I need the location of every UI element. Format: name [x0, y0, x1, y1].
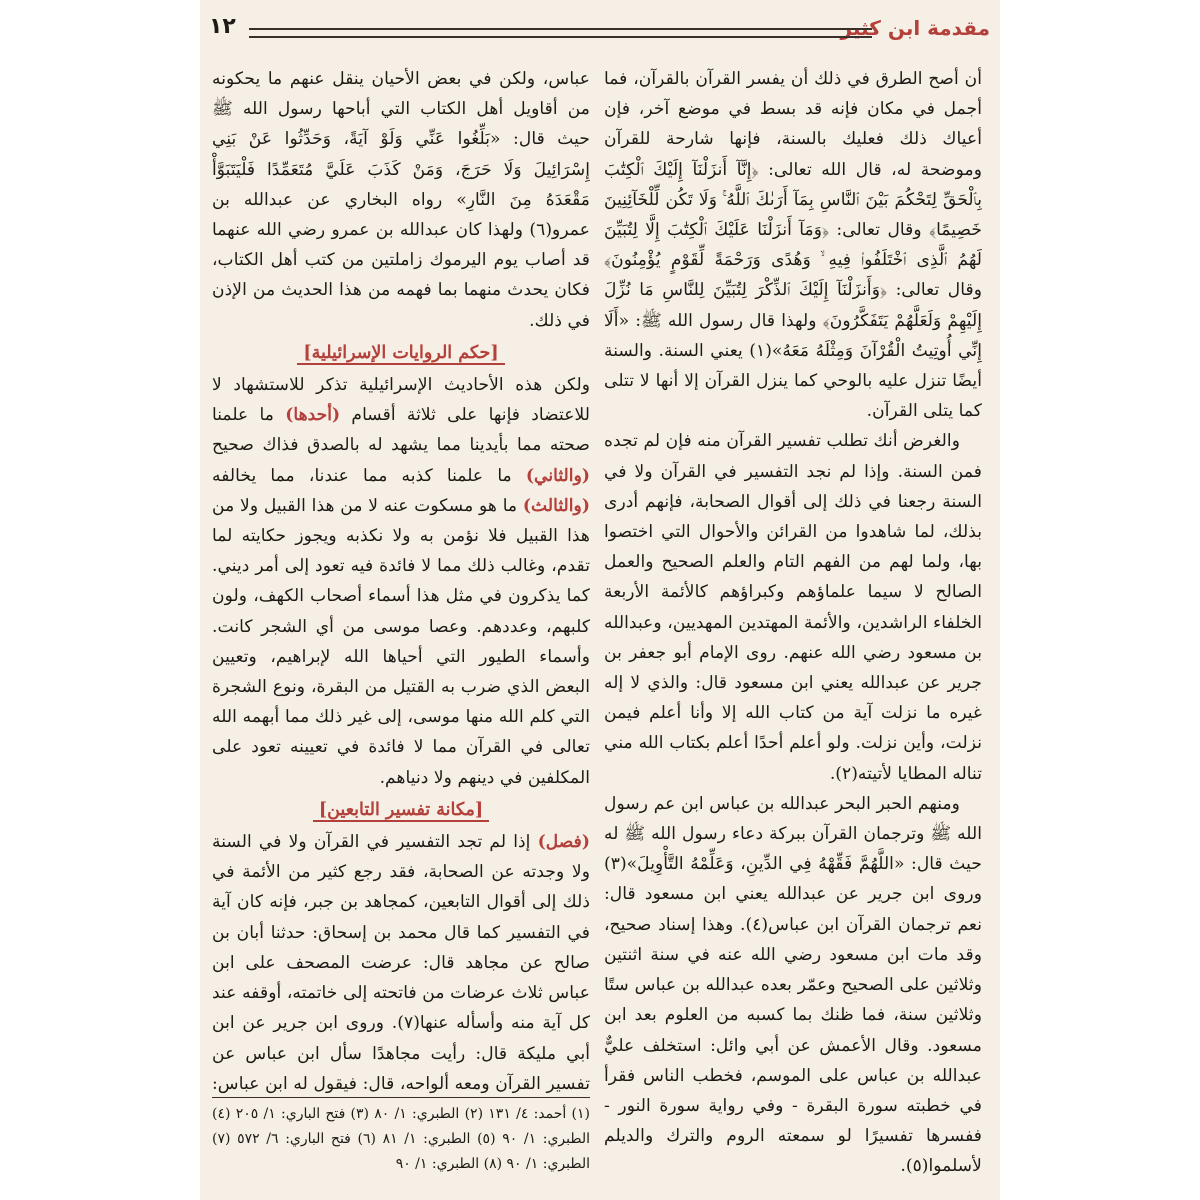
paragraph-text: ما هو مسكوت عنه لا من هذا القبيل ولا من هذا القبيل فلا نؤمن به ولا نكذبه ويجوز حكايته لما تقدم، وغالب ذلك مما لا فائدة فيه تعود إلى أمر ديني. كما يذكرون في مثل هذا أسماء أصحاب الكهف، ولون كلبهم، وعددهم. وعصا موسى من أي الشجر كانت. وأسماء الطيور التي أحياها الله لإبراهيم، وتعيين البعض الذي ضرب به القتيل من البقرة، ونوع الشجرة التي كلم الله منها موسى، إلى غير ذلك مما أبهمه الله تعالى في القرآن مما لا فائدة في تعيينه تعود على المكلفين في دينهم ولا دنياهم.: [212, 495, 590, 788]
paragraph: [212, 370, 590, 793]
paragraph: عباس، ولكن في بعض الأحيان ينقل عنهم ما يحكونه من أقاويل أهل الكتاب التي أباحها رسول الله ﷺ حيث قال: «بَلِّغُوا عَنِّي وَلَوْ آيَةً، وَحَدِّثُوا عَنْ بَنِي إِسْرَائِيلَ وَلَا حَرَجَ، وَمَنْ كَذَبَ عَلَيَّ مُتَعَمِّدًا فَلْيَتَبَوَّأْ مَقْعَدَهُ مِنَ النَّارِ» رواه البخاري عن عبدالله بن عمرو(٦) ولهذا كان عبدالله بن عمرو رضي الله عنهما قد أصاب يوم اليرموك زاملتين من كتب أهل الكتاب، فكان يحدث منهما بما فهمه من هذا الحديث من الإذن في ذلك.: [212, 69, 590, 331]
left-column: [212, 64, 590, 1094]
division-label: (أحدها): [285, 405, 341, 426]
paragraph: ومنهم الحبر البحر عبدالله بن عباس ابن عم رسول الله ﷺ وترجمان القرآن ببركة دعاء رسول الله ﷺ له حيث قال: «اللَّهُمَّ فَقِّهْهُ فِي الدِّينِ، وَعَلِّمْهُ التَّأْوِيلَ»(٣) وروى ابن جرير عن عبدالله يعني ابن مسعود قال: نعم ترجمان القرآن ابن عباس(٤). وهذا إسناد صحيح، وقد مات ابن مسعود رضي الله عنه في سنة اثنتين وثلاثين على الصحيح وعمّر بعده عبدالله بن عباس ستًا وثلاثين سنة، فما ظنك بما كسبه من العلوم بعد ابن مسعود. وقال الأعمش عن أبي وائل: استخلف عليٌّ عبدالله بن عباس على الموسم، فخطب الناس فقرأ في خطبته سورة البقرة - وفي رواية سورة النور - ففسرها تفسيرًا لو سمعته الروم والترك والديلم لأسلموا(٥).: [604, 793, 982, 1176]
division-label: (والثاني): [525, 465, 590, 486]
header-rule: [249, 28, 872, 38]
running-title: مقدمة ابن كثير: [840, 16, 990, 40]
page-number: ١٢: [209, 14, 236, 39]
division-label: (والثالث): [522, 495, 590, 516]
footnote-line: (١) أحمد: ٤/ ١٣١ (٢) الطبري: ١/ ٨٠ (٣) فتح الباري: ١/ ٢٠٥ (٤) الطبري: ١/ ٩٠ (٥) الطبري: ١/ ٨١ (٦) فتح الباري: ٦/ ٥٧٢ (٧) الطبري: ١/ ٩٠ (٨) الطبري: ١/ ٩٠: [212, 1106, 591, 1172]
section-heading-text: [حكم الروايات الإسرائيلية]: [297, 343, 504, 365]
paragraph: [212, 827, 590, 1094]
paragraph-text: ما علمنا كذبه مما عندنا، مما يخالفه: [212, 465, 526, 486]
footnotes: [212, 1097, 590, 1177]
paragraph: والغرض أنك تطلب تفسير القرآن منه فإن لم تجده فمن السنة. وإذا لم نجد التفسير في القرآن ولا في السنة رجعنا في ذلك إلى أقوال الصحابة، فإنهم أدرى بذلك، لما شاهدوا من القرائن والأحوال التي اختصوا بها، ولما لهم من الفهم التام والعلم الصحيح والعمل الصالح لا سيما علماؤهم وكبراؤهم كالأئمة الأربعة الخلفاء الراشدين، والأئمة المهتدين المهديين، وعبدالله بن مسعود رضي الله عنهم. روى الإمام أبو جعفر بن جرير عن عبدالله يعني ابن مسعود قال: والذي لا إله غيره ما نزلت آية من كتاب الله إلا وأنا أعلم فيمن نزلت، وأين نزلت. ولو أعلم أحدًا أعلم بكتاب الله مني تناله المطايا لأتيته(٢).: [604, 431, 982, 784]
right-column: [604, 64, 982, 1176]
section-heading: [212, 338, 590, 368]
paragraph-text: ما علمنا صحته مما بأيدينا مما يشهد له بالصدق فذاك صحيح: [212, 405, 590, 456]
section-heading-text: [مكانة تفسير التابعين]: [313, 800, 489, 822]
section-heading: [212, 795, 590, 825]
page-header: [205, 14, 990, 50]
paragraph: أن أصح الطرق في ذلك أن يفسر القرآن بالقرآن، فما أجمل في مكان فإنه قد بسط في موضع آخر، فإن أعياك ذلك فعليك بالسنة، فإنها شارحة للقرآن وموضحة له، قال الله تعالى: ﴿إِنَّآ أَنزَلْنَآ إِلَيْكَ ٱلْكِتَٰبَ بِٱلْحَقِّ لِتَحْكُمَ بَيْنَ ٱلنَّاسِ بِمَآ أَرَىٰكَ ٱللَّهُ ۚ وَلَا تَكُن لِّلْخَآئِنِينَ خَصِيمًا﴾ وقال تعالى: ﴿وَمَآ أَنزَلْنَا عَلَيْكَ ٱلْكِتَٰبَ إِلَّا لِتُبَيِّنَ لَهُمُ ٱلَّذِى ٱخْتَلَفُوا۟ فِيهِ ۙ وَهُدًى وَرَحْمَةً لِّقَوْمٍ يُؤْمِنُونَ﴾ وقال تعالى: ﴿وَأَنزَلْنَآ إِلَيْكَ ٱلذِّكْرَ لِتُبَيِّنَ لِلنَّاسِ مَا نُزِّلَ إِلَيْهِمْ وَلَعَلَّهُمْ يَتَفَكَّرُونَ﴾ ولهذا قال رسول الله ﷺ: «أَلَا إِنِّي أُوتِيتُ الْقُرْآنَ وَمِثْلَهُ مَعَهُ»(١) يعني السنة. والسنة أيضًا تنزل عليه بالوحي كما ينزل القرآن إلا أنها لا تتلى كما يتلى القرآن.: [604, 69, 982, 422]
paragraph-text: إذا لم تجد التفسير في القرآن ولا في السنة ولا وجدته عن الصحابة، فقد رجع كثير من الأئمة في ذلك إلى أقوال التابعين، كمجاهد بن جبر، فإنه كان آية في التفسير كما قال محمد بن إسحاق: حدثنا أبان بن صالح عن مجاهد قال: عرضت المصحف على ابن عباس ثلاث عرضات من فاتحته إلى خاتمته، أوقفه عند كل آية منه وأسأله عنها(٧). وروى ابن جرير عن ابن أبي مليكة قال: رأيت مجاهدًا سأل ابن عباس عن تفسير القرآن ومعه ألواحه، قال: فيقول له ابن عباس:: [212, 832, 590, 1094]
section-label: (فصل): [537, 832, 590, 853]
paragraph-text: ولكن هذه الأحاديث الإسرائيلية تذكر للاستشهاد لا للاعتضاد فإنها على ثلاثة أقسام: [212, 375, 590, 426]
